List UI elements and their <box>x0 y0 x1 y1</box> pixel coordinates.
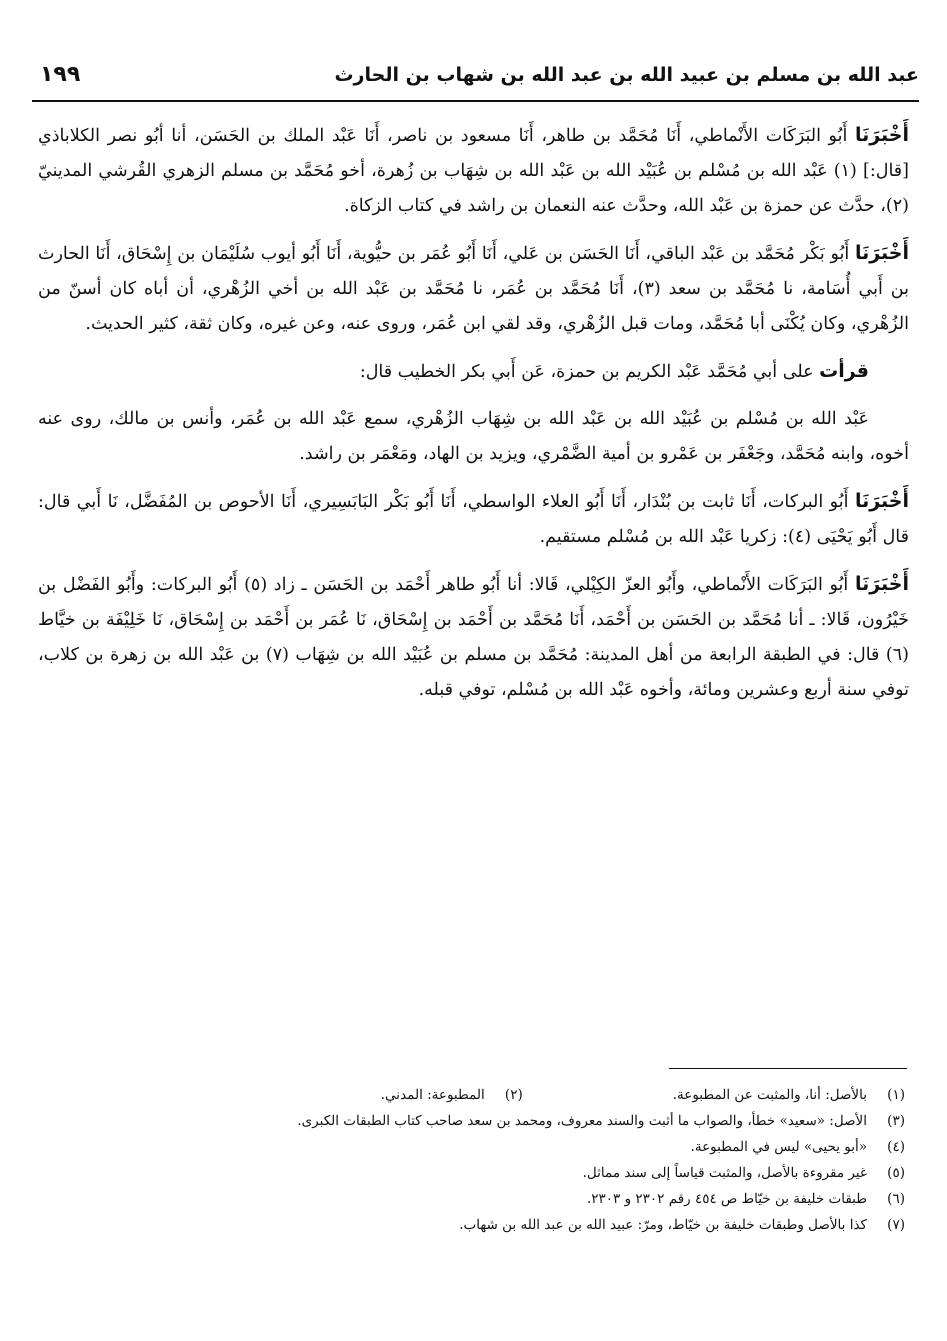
paragraph-keyword: أَخْبَرَنَا <box>854 124 909 146</box>
paragraph-keyword: أَخْبَرَنَا <box>854 573 909 595</box>
paragraph-5 <box>38 484 909 555</box>
paragraph-keyword: قرأت <box>819 360 869 382</box>
paragraph-keyword: أَخْبَرَنَا <box>854 490 909 512</box>
footnote-spacer <box>523 1082 673 1108</box>
footnote-item <box>60 1186 905 1212</box>
footnote-divider <box>669 1068 907 1069</box>
footnote-text: «أبو يحيى» ليس في المطبوعة. <box>690 1139 867 1155</box>
paragraph-3 <box>38 354 909 390</box>
footnote-number: (٤) <box>887 1139 905 1155</box>
footnote-number: (٥) <box>887 1165 905 1181</box>
paragraph-text: على أبي مُحَمَّد عَبْد الكريم بن حمزة، عَن أَبي بكر الخطيب قال: <box>359 362 820 382</box>
footnote-text: كذا بالأصل وطبقات خليفة بن خيّاط، ومرّ: عبيد الله بن عبد الله بن شهاب. <box>459 1217 867 1233</box>
footnote-number: (٢) <box>504 1087 523 1103</box>
page-number: ١٩٩ <box>40 62 81 87</box>
paragraph-text: أَبُو البَرَكَات الأَنْماطي، أَنَا مُحَمَّد بن طاهر، أَنَا مسعود بن ناصر، أَنَا عَبْد الملك بن الحَسَن، أنا أبُو نصر الكلاباذي [قال:] (١) عَبْد الله بن مُسْلم بن عُبَيْد الله بن عَبْد الله بن شِهَاب بن زُهرة، أخو مُحَمَّد بن مسلم الزهري القُرشي المدينيّ (٢)، حدَّث عن حمزة بن عَبْد الله، وحدَّث عنه النعمان بن راشد في كتاب الزكاة. <box>38 126 909 216</box>
footnote-item <box>60 1212 905 1238</box>
paragraph-4 <box>38 402 909 472</box>
paragraph-1 <box>38 118 909 224</box>
footnote-text: الأصل: «سعيد» خطأ، والصواب ما أثبت والسند معروف، ومحمد بن سعد صاحب كتاب الطبقات الكبرى. <box>297 1113 867 1129</box>
page-header <box>32 58 919 102</box>
footnote-item <box>60 1108 905 1134</box>
footnote-number: (١) <box>887 1087 905 1103</box>
paragraph-text: أَبُو البَرَكَات الأَنْماطي، وأَبُو العزّ الكِيْلي، قَالا: أنا أَبُو طاهر أَحْمَد بن الحَسَن ـ زاد (٥) أَبُو البركات: وأَبُو الفَضْل بن خَيْرُون، قَالا: ـ أنا مُحَمَّد بن الحَسَن بن أَحْمَد، أَنَا مُحَمَّد بن أَحْمَد بن إِسْحَاق، نَا عُمَر بن أَحْمَد بن إِسْحَاق، نَا خَلِيْفَة بن خيَّاط (٦) قال: في الطبقة الرابعة من أهل المدينة: مُحَمَّد بن مسلم بن عُبَيْد الله بن شِهَاب (٧) بن عَبْد الله بن زهرة بن كلاب، توفي سنة أربع وعشرين ومائة، وأخوه عَبْد الله بن مُسْلم، توفي قبله. <box>38 575 909 700</box>
footnote-item <box>60 1082 905 1108</box>
footnote-number: (٣) <box>887 1113 905 1129</box>
paragraph-text: أَبُو بَكْر مُحَمَّد بن عَبْد الباقي، أَنَا الحَسَن بن عَلي، أَنَا أَبُو عُمَر بن حيُّوية، أَنَا أَبُو أيوب سُلَيْمَان بن إِسْحَاق، أَنَا الحارث بن أَبي أُسَامة، نا مُحَمَّد بن سعد (٣)، أَنَا مُحَمَّد بن عُمَر، نا مُحَمَّد بن عَبْد الله بن أخي الزُهْري، أن أباه كان أسنّ من الزُهْري، وكان يُكْنَى أبا مُحَمَّد، ومات قبل الزُهْري، وقد لقي ابن عُمَر، وروى عنه، وعن غيره، وكان ثقة، كثير الحديث. <box>38 244 909 334</box>
paragraph-keyword: أَخْبَرَنَا <box>854 242 909 264</box>
running-title: عبد الله بن مسلم بن عبيد الله بن عبد الله بن شهاب بن الحارث <box>334 64 919 86</box>
footnote-text: بالأصل: أنا، والمثبت عن المطبوعة. <box>672 1087 867 1103</box>
paragraph-text: عَبْد الله بن مُسْلم بن عُبَيْد الله بن عَبْد الله بن شِهَاب الزُهْري، سمع عَبْد الله بن عُمَر، وأنس بن مالك، روى عنه أخوه، وابنه مُحَمَّد، وجَعْفَر بن عَمْرو بن أمية الضَّمْري، ويزيد بن الهاد، ومَعْمَر بن راشد. <box>38 409 909 464</box>
footnote-text: غير مقروءة بالأصل، والمثبت قياساً إلى سند مماثل. <box>582 1165 867 1181</box>
paragraph-6 <box>38 567 909 708</box>
footnote-item <box>60 1134 905 1160</box>
footnote-item <box>60 1160 905 1186</box>
footnote-text: طبقات خليفة بن خيّاط ص ٤٥٤ رقم ٢٣٠٢ و ٢٣٠٣. <box>586 1191 867 1207</box>
footnote-text: المطبوعة: المدني. <box>380 1087 485 1103</box>
paragraph-2 <box>38 236 909 342</box>
footnote-number: (٧) <box>887 1217 905 1233</box>
footnote-number: (٦) <box>887 1191 905 1207</box>
main-text <box>38 118 909 720</box>
footnotes <box>60 1082 905 1238</box>
paragraph-text: أَبُو البركات، أَنَا ثابت بن بُنْدَار، أَنَا أَبُو العلاء الواسطي، أَنَا أَبُو بَكْر البَابَسِيري، أَنَا الأحوص بن المُفَضَّل، نَا أَبي قال: قال أَبُو يَحْيَى (٤): زكريا عَبْد الله بن مُسْلم مستقيم. <box>38 492 909 547</box>
